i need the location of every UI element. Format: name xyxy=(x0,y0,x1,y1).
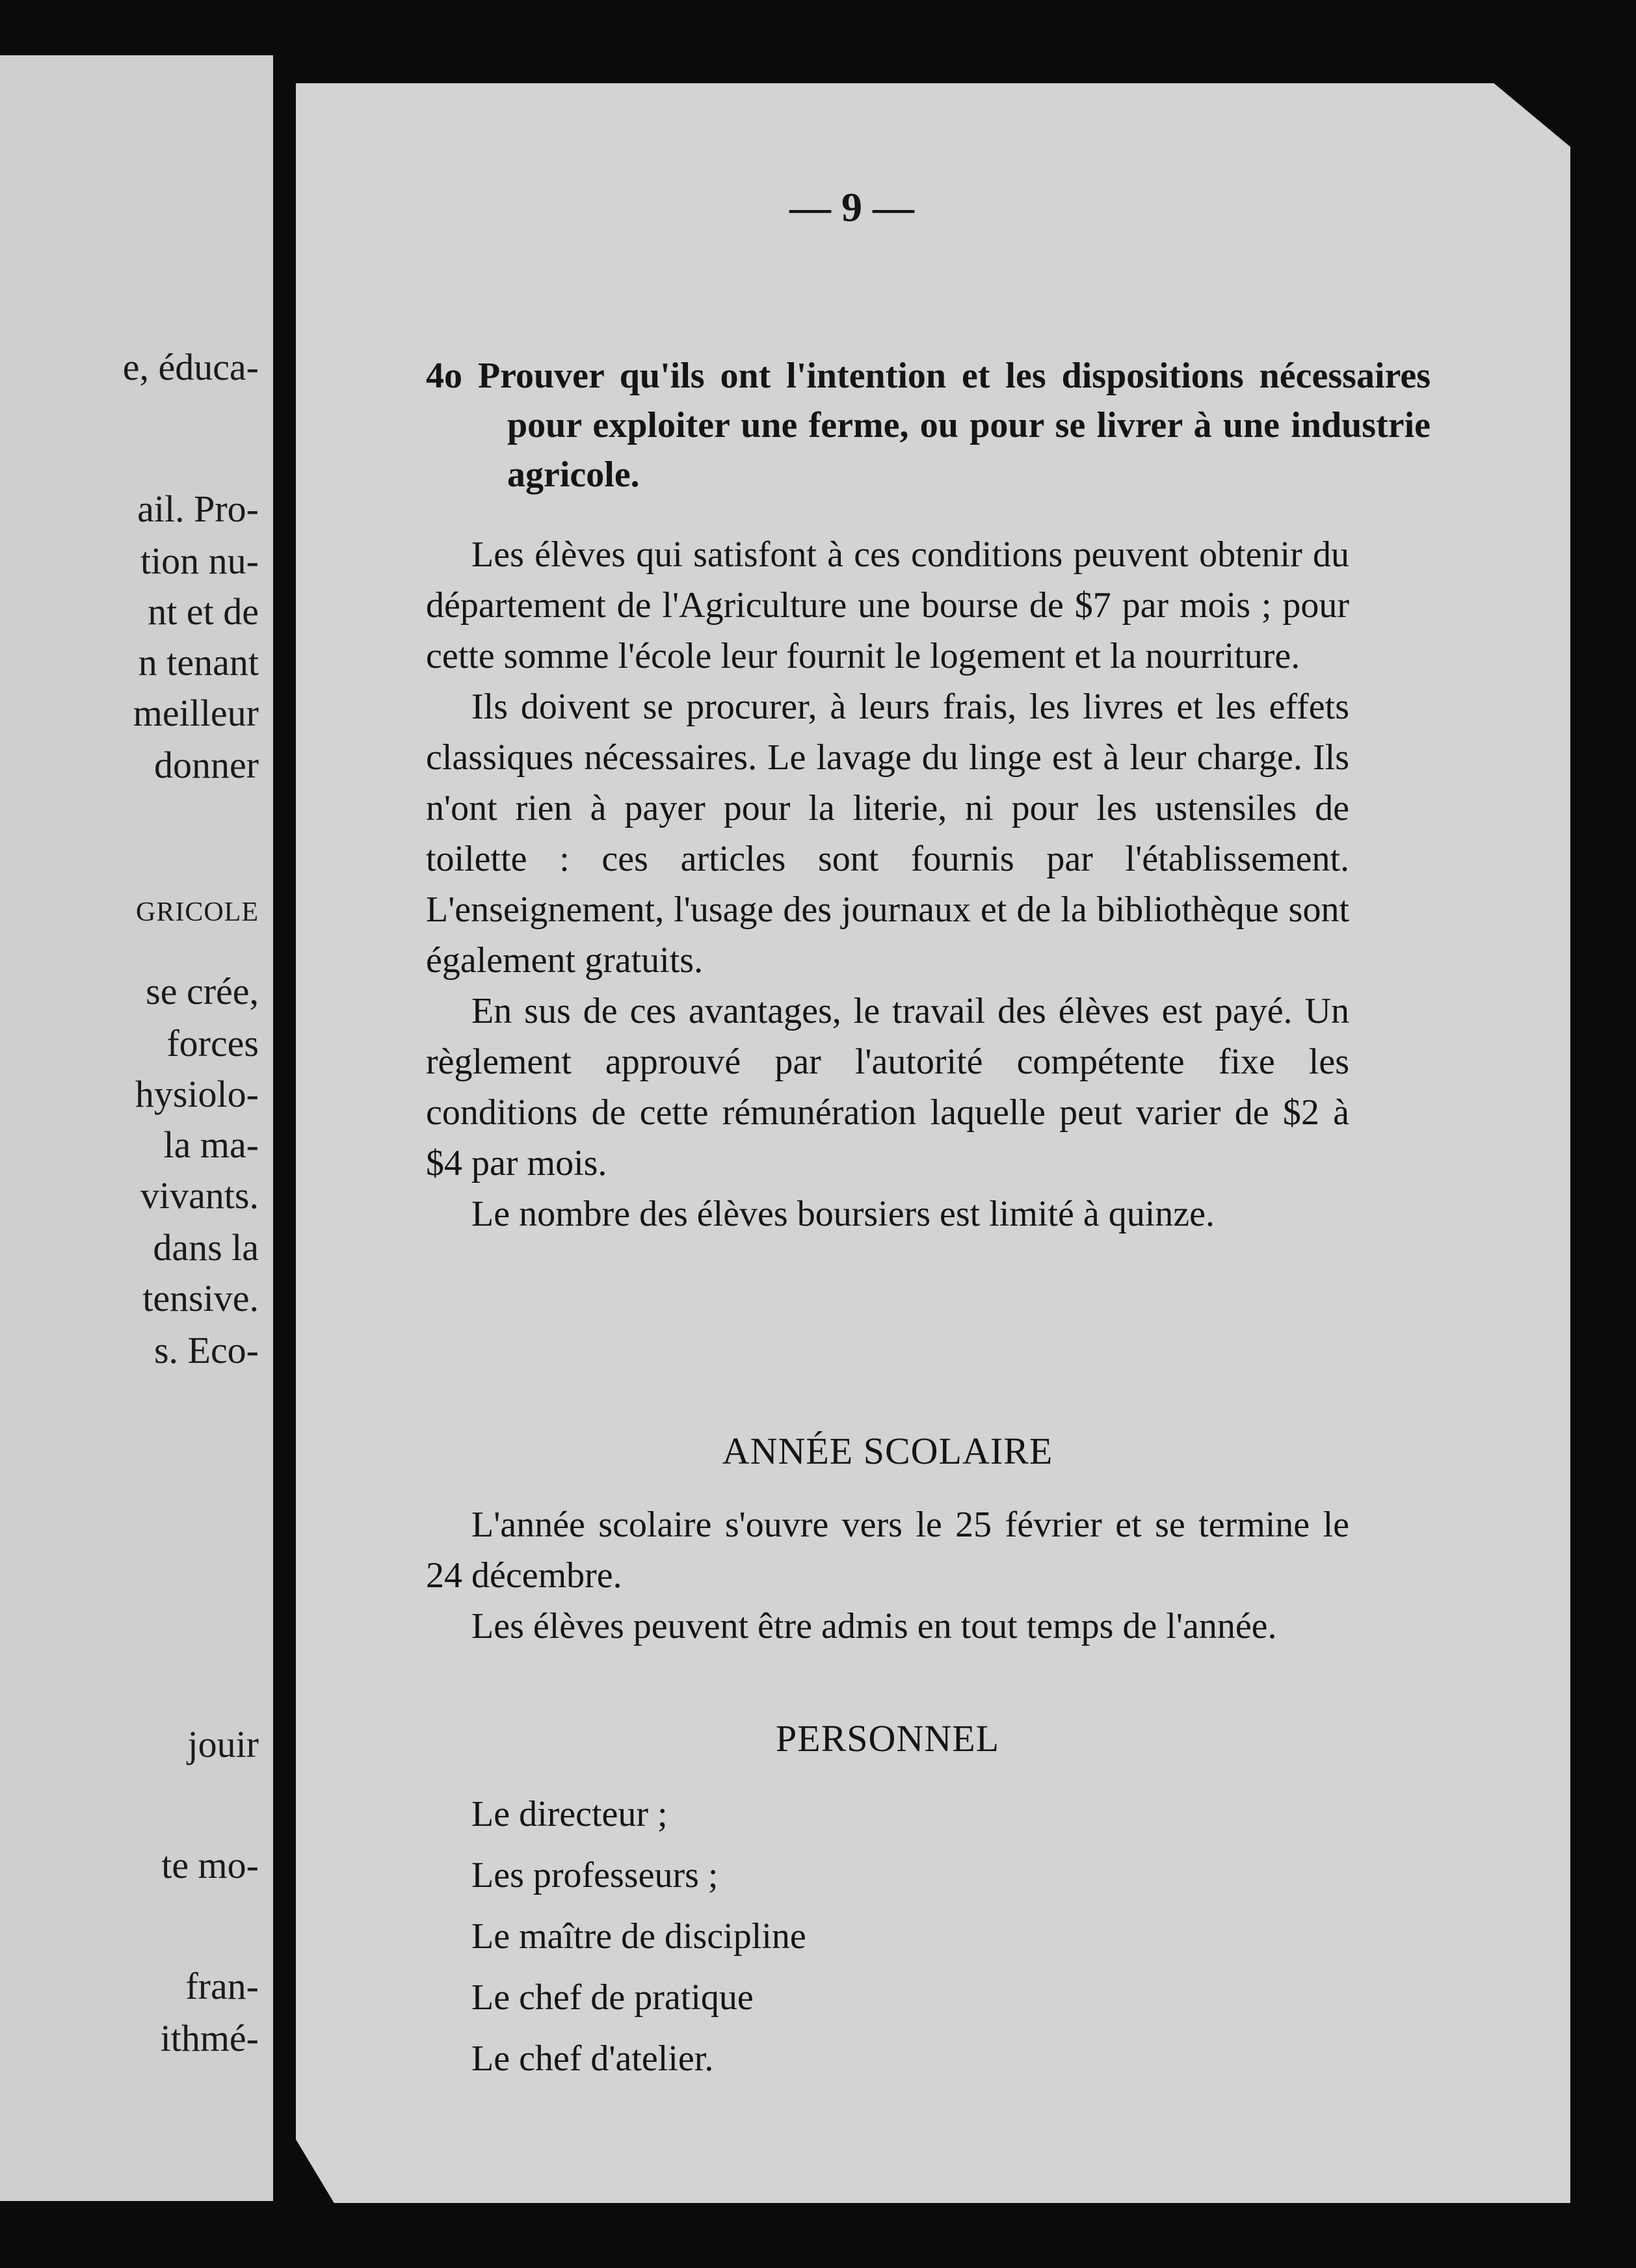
left-page-line: n tenant xyxy=(138,641,259,683)
left-page-line: ail. Pro- xyxy=(137,488,259,530)
left-page-line: se crée, xyxy=(146,970,259,1012)
left-page-line: forces xyxy=(166,1022,259,1064)
left-page-line: tion nu- xyxy=(140,540,259,582)
list-item-text: Prouver qu'ils ont l'intention et les dispositions nécessaires pour exploiter une ferme, ou pour se livrer à une industrie agricole. xyxy=(477,356,1431,495)
left-page-line: s. Eco- xyxy=(153,1329,259,1371)
body-text xyxy=(426,1499,1349,1652)
left-page-line: vivants. xyxy=(140,1174,259,1217)
left-page-heading: GRICOLE xyxy=(136,897,259,927)
list-item: Les professeurs ; xyxy=(471,1855,719,1895)
left-page-line: nt et de xyxy=(148,590,259,633)
body-text xyxy=(426,529,1349,1239)
paragraph: Les élèves qui satisfont à ces conditions peuvent obtenir du département de l'Agriculture une bourse de $7 par mois ; pour cette somme l'école leur fournit le logement et la nourriture. xyxy=(426,534,1349,676)
left-page-line: e, éduca- xyxy=(122,346,259,388)
left-page-line: la ma- xyxy=(163,1124,259,1166)
left-page-line: donner xyxy=(153,744,259,786)
paragraph: En sus de ces avantages, le travail des élèves est payé. Un règlement approuvé par l'autorité compétente fixe les conditions de cette rémunération laquelle peut varier de $2 à $4 par mois. xyxy=(426,991,1349,1183)
left-page-line: ithmé- xyxy=(160,2017,259,2059)
section-heading: ANNÉE SCOLAIRE xyxy=(722,1430,1053,1472)
section-heading: PERSONNEL xyxy=(775,1717,1000,1760)
list-item: Le chef d'atelier. xyxy=(471,2038,714,2079)
left-page-line: tensive. xyxy=(142,1277,259,1319)
paragraph: Le nombre des élèves boursiers est limité à quinze. xyxy=(471,1194,1215,1234)
page-number: — 9 — xyxy=(789,184,914,230)
left-page-line: jouir xyxy=(187,1723,259,1765)
left-page-fragment xyxy=(0,55,277,2201)
list-item: Le chef de pratique xyxy=(471,1977,754,2018)
paragraph: Les élèves peuvent être admis en tout temps de l'année. xyxy=(471,1606,1277,1646)
list-item xyxy=(426,351,1431,499)
paragraph: Ils doivent se procurer, à leurs frais, les livres et les effets classiques nécessaires. Le lavage du linge est à leur charge. Ils n'ont rien à payer pour la literie, ni pour les ustensiles de toilette : ces articles sont fournis par l'établissement. L'enseignement, l'usage des journaux et de la bibliothèque sont également gratuits. xyxy=(426,687,1349,981)
list-item: Le directeur ; xyxy=(471,1794,668,1834)
left-page-line: dans la xyxy=(153,1226,259,1269)
left-page-line: hysiolo- xyxy=(135,1073,259,1115)
list-item: Le maître de discipline xyxy=(471,1916,806,1957)
list-item-marker: 4o xyxy=(426,356,462,396)
left-page-line: meilleur xyxy=(133,692,259,734)
left-page-line: fran- xyxy=(185,1965,259,2007)
paragraph: L'année scolaire s'ouvre vers le 25 février et se termine le 24 décembre. xyxy=(426,1505,1349,1596)
left-page-line: te mo- xyxy=(161,1844,259,1886)
